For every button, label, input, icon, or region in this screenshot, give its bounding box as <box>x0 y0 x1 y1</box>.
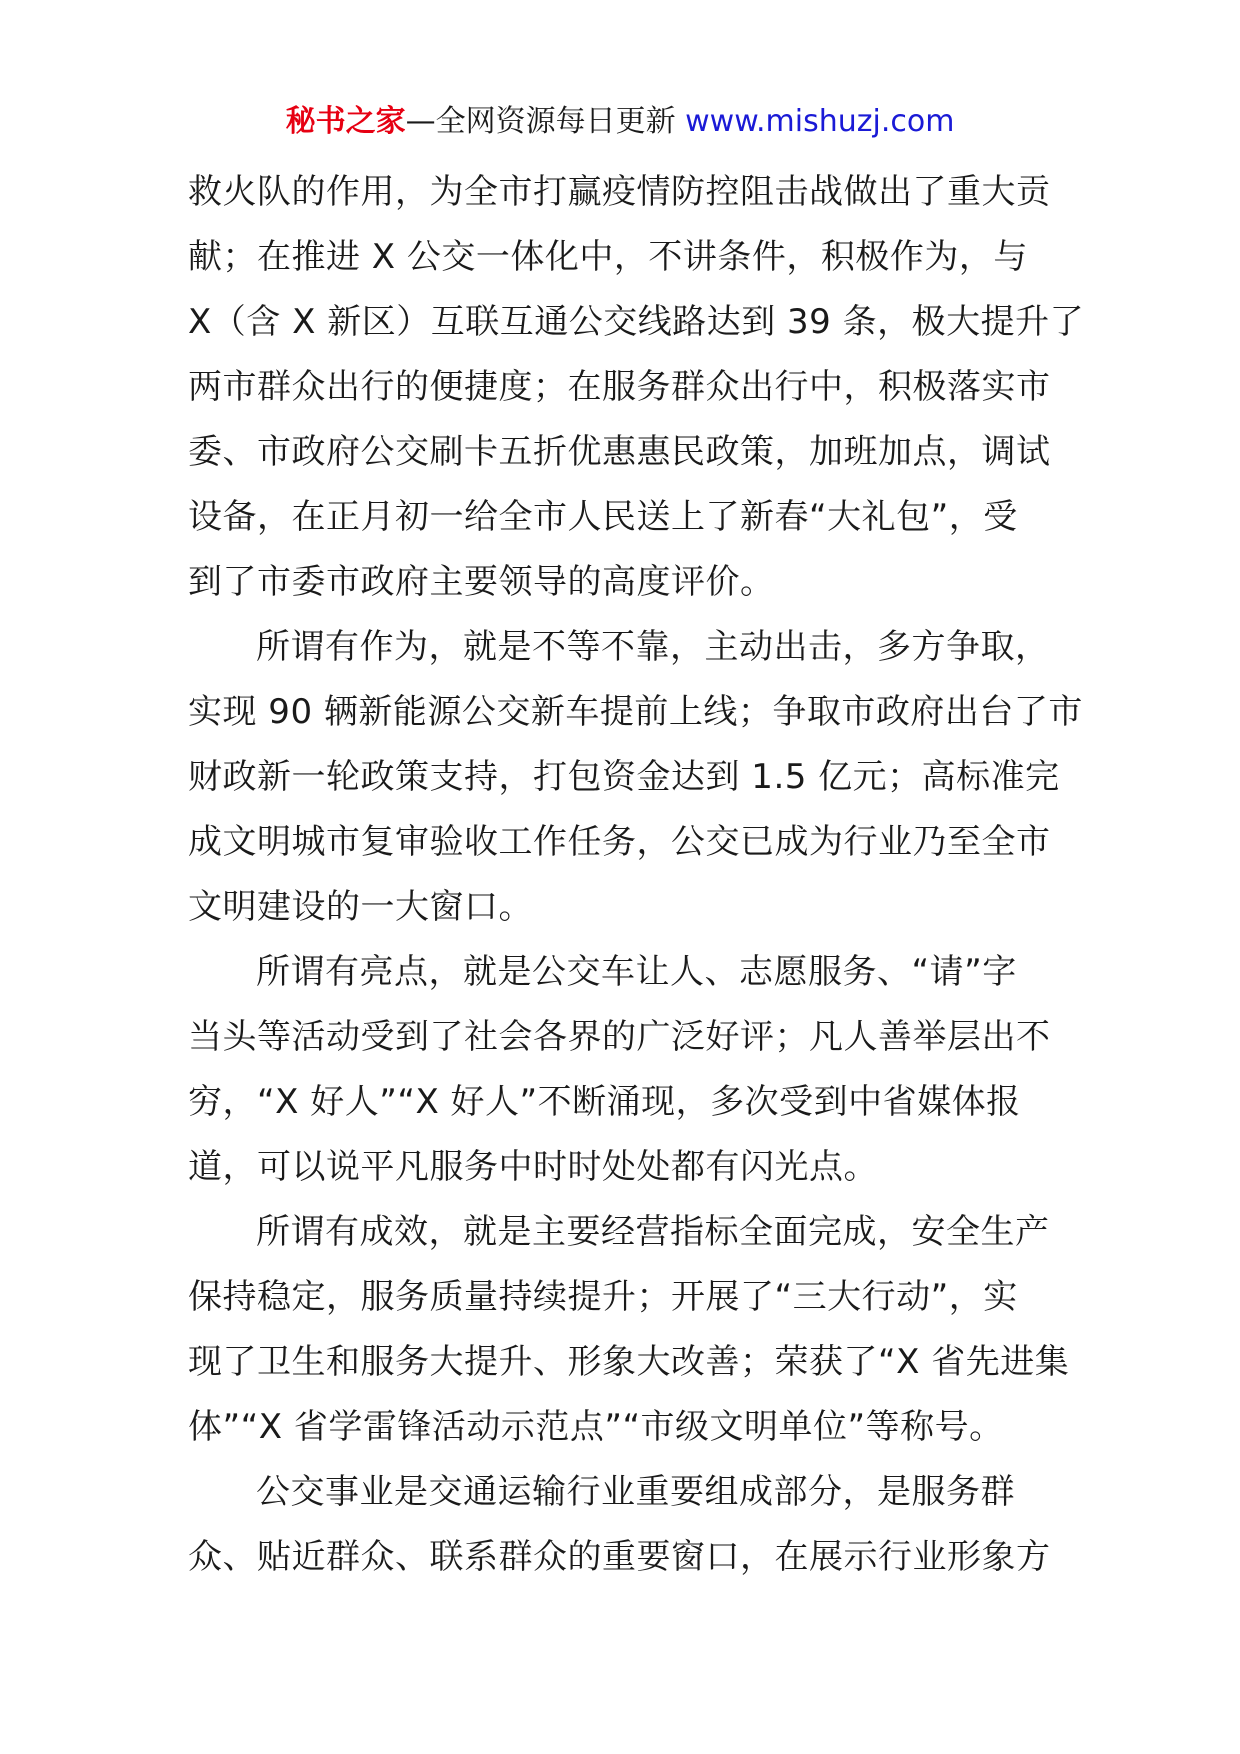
brand-name: 秘书之家 <box>285 104 406 139</box>
text-line: 体”“X 省学雷锋活动示范点”“市级文明单位”等称号。 <box>188 1407 1004 1447</box>
text-line: 穷，“X 好人”“X 好人”不断涌现，多次受到中省媒体报 <box>188 1082 1021 1122</box>
text-line: 公交事业是交通运输行业重要组成部分，是服务群 <box>256 1472 1015 1512</box>
header-tagline: —全网资源每日更新 <box>405 104 686 139</box>
text-line: 保持稳定，服务质量持续提升；开展了“三大行动”，实 <box>188 1277 1018 1317</box>
text-line: 两市群众出行的便捷度；在服务群众出行中，积极落实市 <box>188 367 1051 407</box>
text-line: 所谓有作为，就是不等不靠，主动出击，多方争取， <box>256 627 1050 667</box>
text-line: 文明建设的一大窗口。 <box>188 887 533 927</box>
text-line: 当头等活动受到了社会各界的广泛好评；凡人善举层出不 <box>188 1017 1051 1057</box>
text-line: 委、市政府公交刷卡五折优惠惠民政策，加班加点，调试 <box>188 432 1051 472</box>
text-line: 现了卫生和服务大提升、形象大改善；荣获了“X 省先进集 <box>188 1342 1070 1382</box>
page-header <box>0 100 1240 144</box>
text-line: X（含 X 新区）互联互通公交线路达到 39 条，极大提升了 <box>188 302 1085 342</box>
text-line: 财政新一轮政策支持，打包资金达到 1.5 亿元；高标准完 <box>188 757 1060 797</box>
text-line: 成文明城市复审验收工作任务，公交已成为行业乃至全市 <box>188 822 1051 862</box>
website-link[interactable]: www.mishuzj.com <box>685 104 955 139</box>
document-body <box>188 160 1085 1590</box>
text-line: 到了市委市政府主要领导的高度评价。 <box>188 562 775 602</box>
text-line: 救火队的作用，为全市打赢疫情防控阻击战做出了重大贡 <box>188 172 1051 212</box>
text-line: 献；在推进 X 公交一体化中，不讲条件，积极作为，与 <box>188 237 1028 277</box>
text-line: 道，可以说平凡服务中时时处处都有闪光点。 <box>188 1147 878 1187</box>
text-line: 所谓有成效，就是主要经营指标全面完成，安全生产 <box>256 1212 1050 1252</box>
text-line: 设备，在正月初一给全市人民送上了新春“大礼包”，受 <box>188 497 1018 537</box>
text-line: 所谓有亮点，就是公交车让人、志愿服务、“请”字 <box>256 952 1017 992</box>
text-line: 实现 90 辆新能源公交新车提前上线；争取市政府出台了市 <box>188 692 1083 732</box>
text-line: 众、贴近群众、联系群众的重要窗口，在展示行业形象方 <box>188 1537 1051 1577</box>
